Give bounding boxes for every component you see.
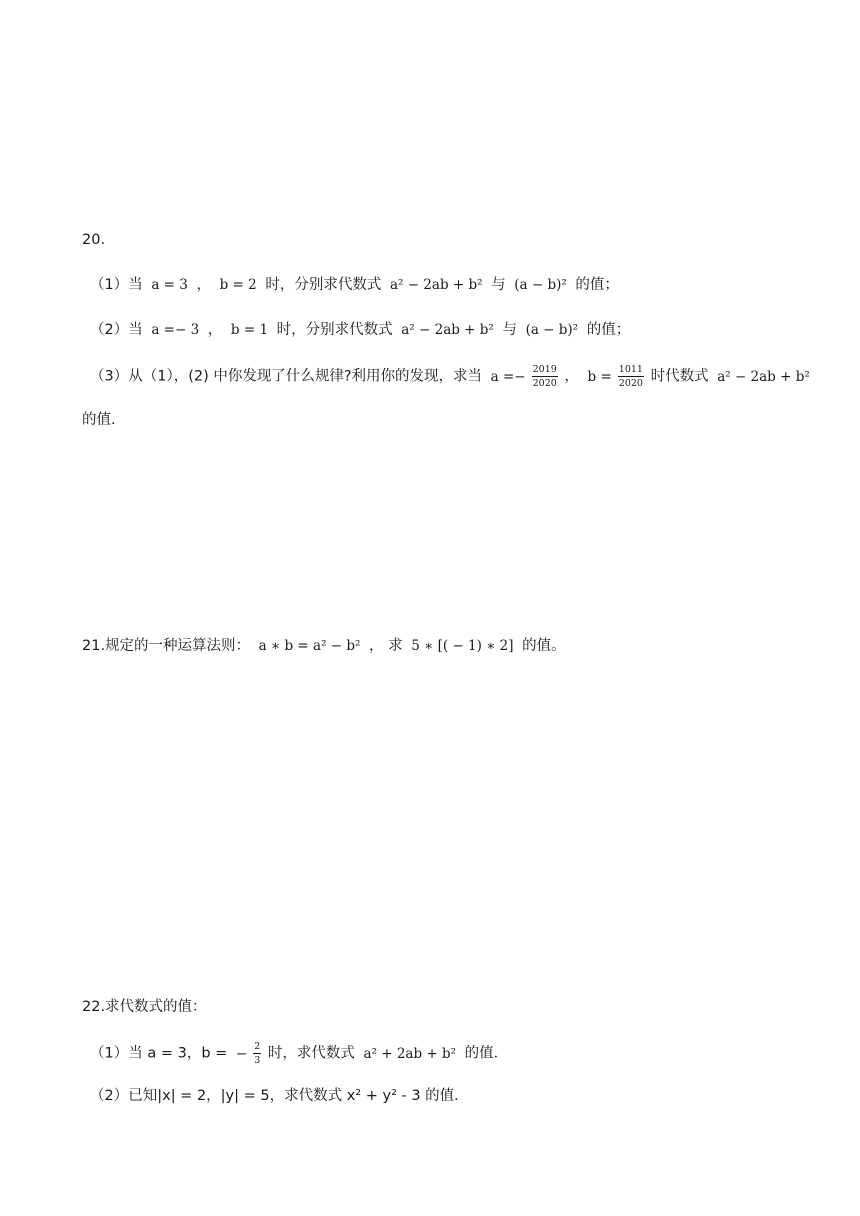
fraction-a: $\frac{2019}{2020}$ bbox=[532, 364, 557, 389]
question-20-part-3: （3）从（1），(2) 中你发现了什么规律?利用你的发现，求当 a =− $\frac{2019}{2020}$ ， b = $\frac{1011}{2020}$ 时代数式 a² − 2ab + b² bbox=[90, 364, 810, 389]
question-20-number: 20. bbox=[82, 232, 106, 248]
question-20-part-3-tail: 的值. bbox=[82, 412, 116, 428]
fraction-b: $\frac{1011}{2020}$ bbox=[618, 364, 643, 389]
question-22-title: 22.求代数式的值： bbox=[82, 999, 207, 1015]
question-22-part-1: （1）当 a = 3，b = − $\frac{2}{3}$ 时，求代数式 a² + 2ab + b² 的值． bbox=[90, 1041, 509, 1066]
question-20-part-2: （2）当 a =− 3 ， b = 1 时，分别求代数式 a² − 2ab + b² 与 (a − b)² 的值； bbox=[90, 322, 631, 338]
question-22-part-2: （2）已知|x| = 2，|y| = 5，求代数式 x² + y² - 3 的值． bbox=[90, 1088, 469, 1104]
fraction-b-value: $\frac{2}{3}$ bbox=[254, 1041, 261, 1066]
question-20-part-1: （1）当 a = 3 ， b = 2 时，分别求代数式 a² − 2ab + b² 与 (a − b)² 的值； bbox=[90, 277, 619, 293]
question-21: 21.规定的一种运算法则： a ∗ b = a² − b² ， 求 5 ∗ [( − 1) ∗ 2] 的值。 bbox=[82, 638, 566, 654]
